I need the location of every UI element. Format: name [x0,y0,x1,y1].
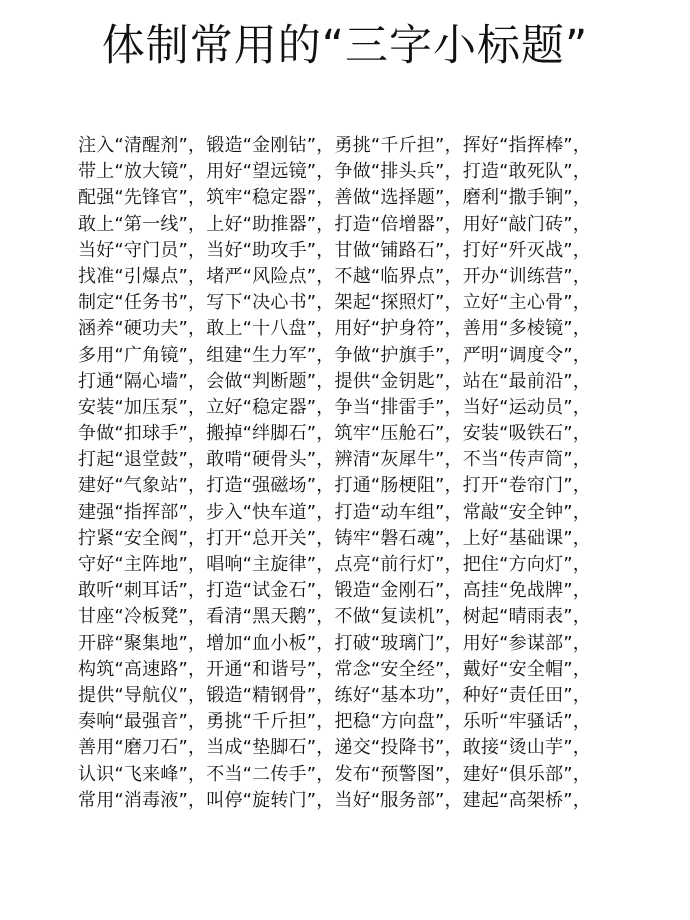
phrase-line: 开辟“聚集地”，增加“血小板”，打破“玻璃门”，用好“参谋部”， [78,632,591,654]
phrase-line: 提供“导航仪”，锻造“精钢骨”，练好“基本功”，种好“责任田”， [78,684,591,706]
phrase-list [78,133,638,814]
phrase-line: 当好“守门员”，当好“助攻手”，甘做“铺路石”，打好“歼灭战”， [78,239,591,261]
phrase-line: 敢上“第一线”，上好“助推器”，打造“倍增器”，用好“敲门砖”， [78,213,591,235]
phrase-line: 奏响“最强音”，勇挑“千斤担”，把稳“方向盘”，乐听“牢骚话”， [78,711,591,733]
phrase-line: 争做“扣球手”，搬掉“绊脚石”，筑牢“压舱石”，安装“吸铁石”， [78,423,591,445]
phrase-line: 多用“广角镜”，组建“生力军”，争做“护旗手”，严明“调度令”， [78,344,591,366]
phrase-line: 甘座“冷板凳”，看清“黑天鹅”，不做“复读机”，树起“晴雨表”， [78,606,591,628]
phrase-line: 构筑“高速路”，开通“和谐号”，常念“安全经”，戴好“安全帽”， [78,658,591,680]
page-title: 体制常用的“三字小标题” [101,21,589,71]
phrase-line: 建好“气象站”，打造“强磁场”，打通“肠梗阻”，打开“卷帘门”， [78,475,591,497]
phrase-line: 敢听“刺耳话”，打造“试金石”，锻造“金刚石”，高挂“免战牌”， [78,580,591,602]
phrase-line: 制定“任务书”，写下“决心书”，架起“探照灯”，立好“主心骨”， [78,292,591,314]
phrase-line: 常用“消毒液”，叫停“旋转门”，当好“服务部”，建起“高架桥”， [78,789,591,811]
phrase-line: 善用“磨刀石”，当成“垫脚石”，递交“投降书”，敢接“烫山芋”， [78,737,591,759]
phrase-line: 配强“先锋官”，筑牢“稳定器”，善做“选择题”，磨利“撒手锏”， [78,187,591,209]
phrase-line: 打起“退堂鼓”，敢啃“硬骨头”，辨清“灰犀牛”，不当“传声筒”， [78,449,591,471]
phrase-line: 安装“加压泵”，立好“稳定器”，争当“排雷手”，当好“运动员”， [78,396,591,418]
phrase-line: 找准“引爆点”，堵严“风险点”，不越“临界点”，开办“训练营”， [78,265,591,287]
phrase-line: 带上“放大镜”，用好“望远镜”，争做“排头兵”，打造“敢死队”， [78,161,591,183]
phrase-line: 认识“飞来峰”，不当“二传手”，发布“预警图”，建好“俱乐部”， [78,763,591,785]
phrase-line: 建强“指挥部”，步入“快车道”，打造“动车组”，常敲“安全钟”， [78,501,591,523]
phrase-line: 注入“清醒剂”，锻造“金刚钻”，勇挑“千斤担”，挥好“指挥棒”， [78,135,591,156]
phrase-line: 守好“主阵地”，唱响“主旋律”，点亮“前行灯”，把住“方向灯”， [78,554,591,575]
phrase-line: 打通“隔心墙”，会做“判断题”，提供“金钥匙”，站在“最前沿”， [78,370,591,392]
phrase-line: 拧紧“安全阀”，打开“总开关”，铸牢“磐石魂”，上好“基础课”， [78,527,591,549]
phrase-line: 涵养“硬功夫”，敢上“十八盘”，用好“护身符”，善用“多棱镜”， [78,318,591,340]
